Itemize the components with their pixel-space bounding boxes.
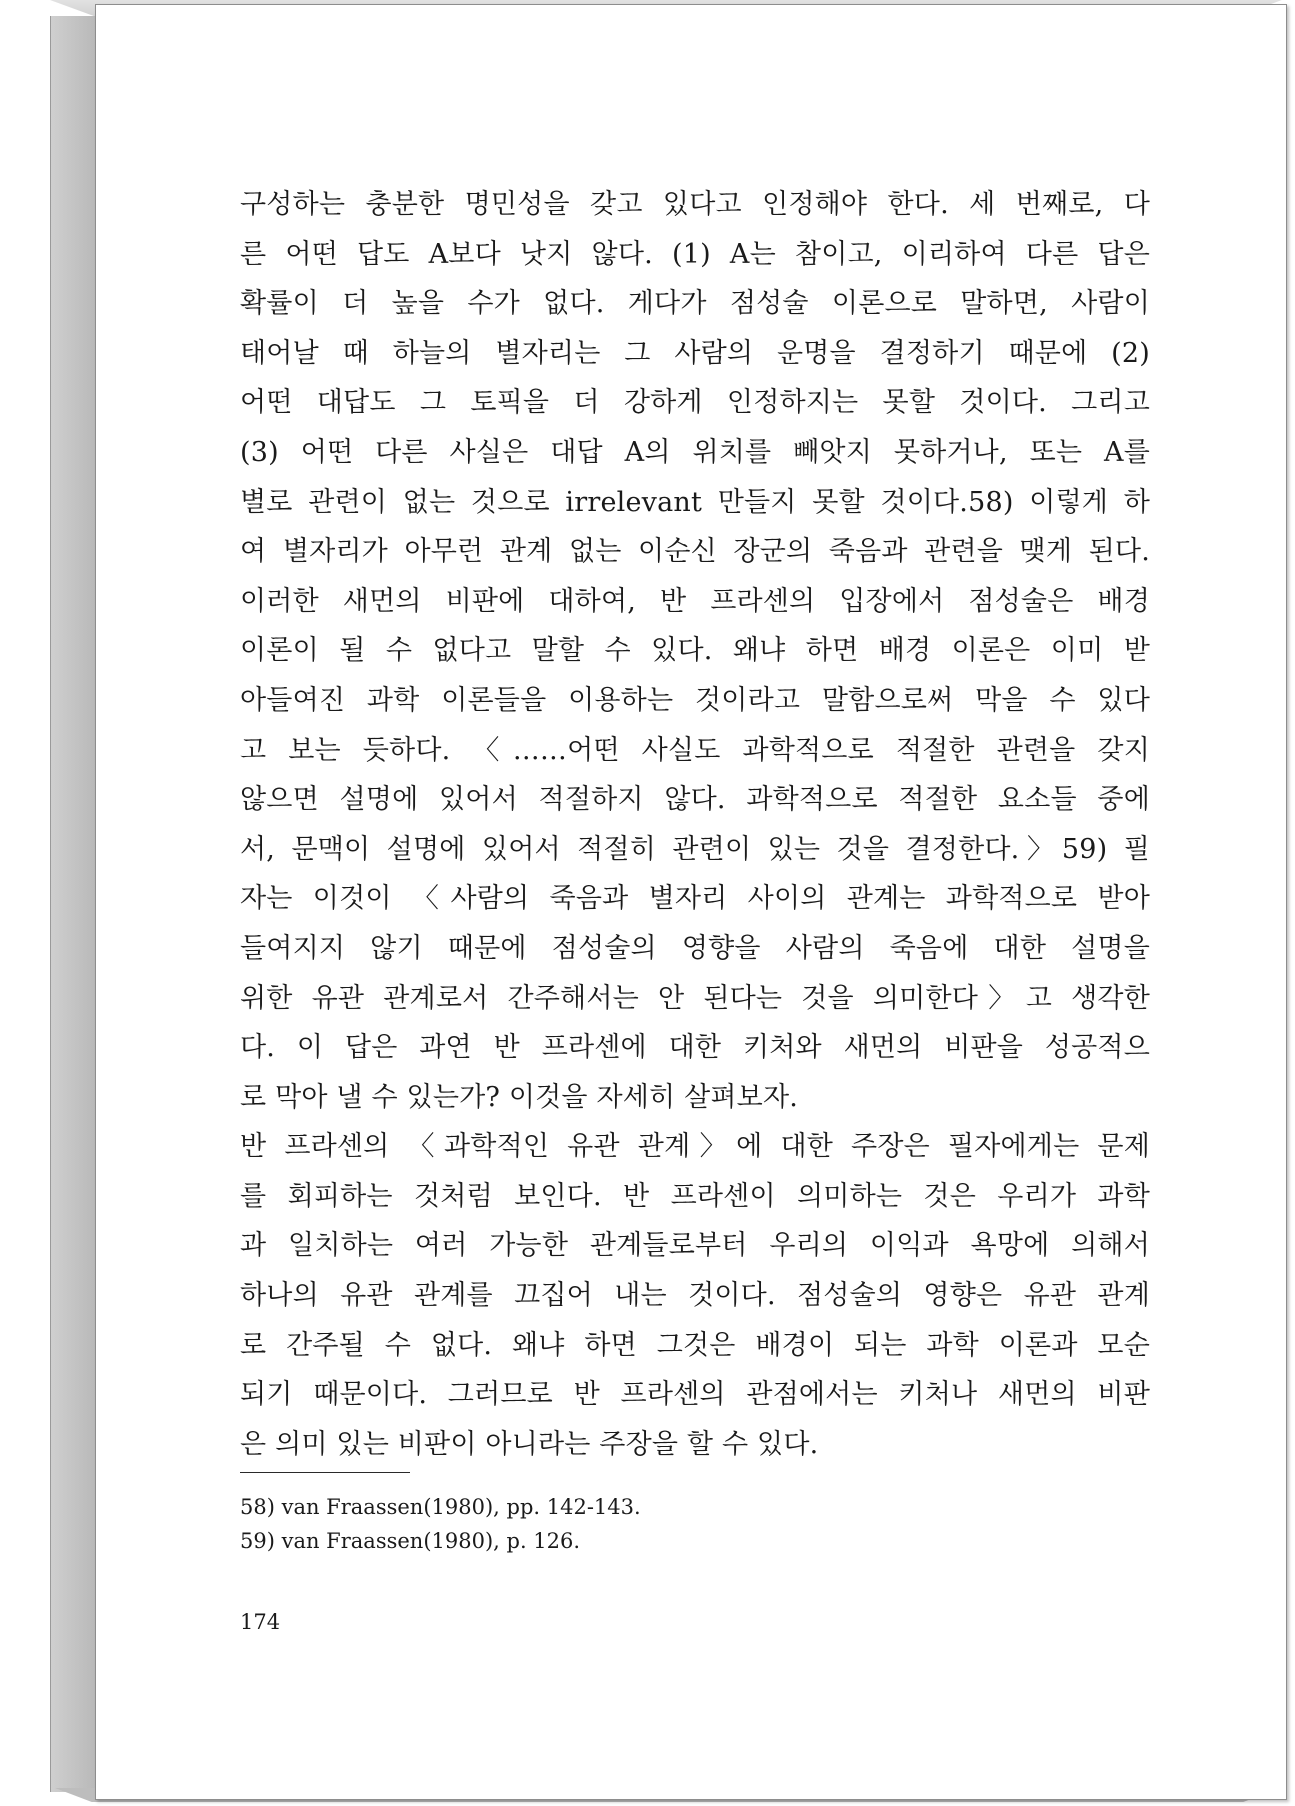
- footnotes: [240, 1490, 840, 1558]
- text-line: 다. 이 답은 과연 반 프라센에 대한 키처와 새먼의 비판을 성공적으: [240, 1032, 1150, 1064]
- text-line: 자는 이것이 〈사람의 죽음과 별자리 사이의 관계는 과학적으로 받아: [240, 883, 1150, 915]
- text-line: 로 막아 낼 수 있는가? 이것을 자세히 살펴보자.: [240, 1081, 799, 1113]
- text-line: 들여지지 않기 때문에 점성술의 영향을 사람의 죽음에 대한 설명을: [240, 932, 1150, 964]
- text-line: 확률이 더 높을 수가 없다. 게다가 점성술 이론으로 말하면, 사람이: [240, 288, 1150, 320]
- text-line: 구성하는 충분한 명민성을 갖고 있다고 인정해야 한다. 세 번째로, 다: [240, 189, 1150, 220]
- text-line: 를 회피하는 것처럼 보인다. 반 프라센이 의미하는 것은 우리가 과학: [240, 1180, 1150, 1212]
- footnote-58: 58) van Fraassen(1980), pp. 142-143.: [240, 1495, 641, 1519]
- text-line: 이러한 새먼의 비판에 대하여, 반 프라센의 입장에서 점성술은 배경: [240, 585, 1150, 617]
- footnote-59: 59) van Fraassen(1980), p. 126.: [240, 1529, 581, 1553]
- text-line: (3) 어떤 다른 사실은 대답 A의 위치를 빼앗지 못하거나, 또는 A를: [240, 436, 1150, 468]
- text-line: 위한 유관 관계로서 간주해서는 안 된다는 것을 의미한다〉고 생각한: [240, 982, 1150, 1014]
- text-line: 과 일치하는 여러 가능한 관계들로부터 우리의 이익과 욕망에 의해서: [240, 1230, 1150, 1262]
- text-line: 른 어떤 답도 A보다 낫지 않다. (1) A는 참이고, 이리하여 다른 답은: [240, 238, 1150, 270]
- text-line: 여 별자리가 아무런 관계 없는 이순신 장군의 죽음과 관련을 맺게 된다.: [240, 536, 1150, 568]
- text-line: 않으면 설명에 있어서 적절하지 않다. 과학적으로 적절한 요소들 중에: [240, 784, 1150, 816]
- text-line: 별로 관련이 없는 것으로 irrelevant 만들지 못할 것이다.58) 이렇게 하: [240, 486, 1150, 518]
- text-line: 은 의미 있는 비판이 아니라는 주장을 할 수 있다.: [240, 1428, 819, 1460]
- text-line: 고 보는 듯하다. 〈……어떤 사실도 과학적으로 적절한 관련을 갖지: [240, 734, 1150, 766]
- text-line: 아들여진 과학 이론들을 이용하는 것이라고 말함으로써 막을 수 있다: [240, 684, 1150, 716]
- text-line: 이론이 될 수 없다고 말할 수 있다. 왜냐 하면 배경 이론은 이미 받: [240, 635, 1150, 667]
- body-text: [240, 180, 1150, 1469]
- book-spine: [50, 16, 99, 1792]
- page-number: 174: [240, 1610, 281, 1634]
- text-line: 태어날 때 하늘의 별자리는 그 사람의 운명을 결정하기 때문에 (2): [240, 337, 1150, 369]
- text-line: 서, 문맥이 설명에 있어서 적절히 관련이 있는 것을 결정한다.〉59) 필: [240, 833, 1150, 865]
- footnote-rule: [240, 1472, 410, 1473]
- text-line: 로 간주될 수 없다. 왜냐 하면 그것은 배경이 되는 과학 이론과 모순: [240, 1329, 1150, 1361]
- text-line: 하나의 유관 관계를 끄집어 내는 것이다. 점성술의 영향은 유관 관계: [240, 1280, 1150, 1312]
- text-line: 어떤 대답도 그 토픽을 더 강하게 인정하지는 못할 것이다. 그리고: [240, 387, 1150, 419]
- text-line: 되기 때문이다. 그러므로 반 프라센의 관점에서는 키처나 새먼의 비판: [240, 1379, 1150, 1411]
- text-line: 반 프라센의 〈과학적인 유관 관계〉에 대한 주장은 필자에게는 문제: [240, 1131, 1150, 1163]
